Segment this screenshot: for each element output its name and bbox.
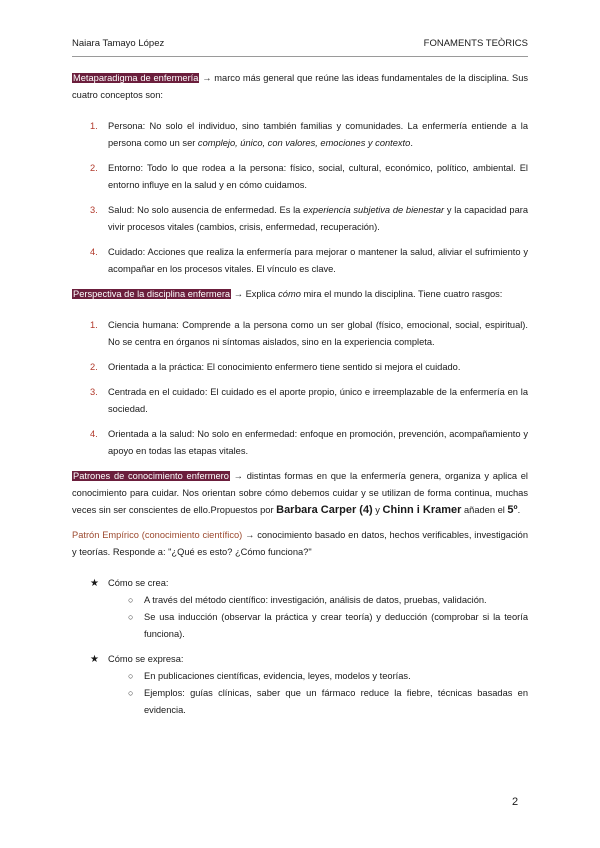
star-icon: ★ [90,578,99,589]
list-item: 2. Orientada a la práctica: El conocimiento enfermero tiene sentido si mejora el cuidado. [72,359,528,376]
empirical-pattern-intro: Patrón Empírico (conocimiento científico) → conocimiento basado en datos, hechos verificables, investigación y teorías. Responde a: "¿Qué es esto? ¿Cómo funciona?" [72,530,529,557]
circle-bullet-icon: ○ [128,612,134,622]
item-number: 4. [90,247,98,257]
list-item: 4. Orientada a la salud: No solo en enfermedad: enfoque en promoción, prevención, acompañamiento y apoyo en todas las etapas vitales. [72,426,528,460]
fifth-pattern: 5º [507,504,518,516]
group-label: Cómo se crea: [108,578,169,588]
list-item: ○ Se usa inducción (observar la práctica y crear teoría) y deducción (comprobar si la teoría funciona). [72,609,528,643]
author-chinn-kramer: Chinn i Kramer [382,504,462,516]
circle-bullet-icon: ○ [128,595,134,605]
header-rule [72,56,528,57]
author-name: Naiara Tamayo López [72,38,165,49]
circle-bullet-icon: ○ [128,671,134,681]
page-header [72,38,528,54]
author-carper: Barbara Carper (4) [276,504,373,516]
item-number: 1. [90,320,98,330]
item-number: 3. [90,387,98,397]
list-item: 3. Centrada en el cuidado: El cuidado es el aporte propio, único e irreemplazable de la enfermería en la sociedad. [72,384,528,418]
item-number: 3. [90,205,98,215]
perspective-intro: Perspectiva de la disciplina enfermera → Explica cómo mira el mundo la disciplina. Tiene cuatro rasgos: [73,289,503,299]
section-title: FONAMENTS TEÒRICS [423,38,528,49]
how-expressed-list [72,668,528,719]
metaparadigm-intro: Metaparadigma de enfermería → marco más general que reúne las ideas fundamentales de la disciplina. Sus cuatro conceptos son: [72,73,529,100]
patterns-term: Patrones de conocimiento enfermero [73,471,229,481]
empirical-pattern-title: Patrón Empírico (conocimiento científico) [72,530,243,540]
page-number: 2 [512,796,519,808]
how-created-list [72,592,528,643]
perspective-term: Perspectiva de la disciplina enfermera [73,289,231,299]
list-item: 2. Entorno: Todo lo que rodea a la persona: físico, social, cultural, económico, político, ambiental. El entorno influye en la salud y en cómo cuidamos. [72,160,528,194]
list-item: ○ A través del método científico: investigación, análisis de datos, pruebas, validación. [72,592,528,609]
metaparadigm-list [72,118,528,278]
list-item: ○ Ejemplos: guías clínicas, saber que un fármaco reduce la fiebre, técnicas basadas en evidencia. [72,685,528,719]
circle-bullet-icon: ○ [128,688,134,698]
list-item: 3. Salud: No solo ausencia de enfermedad. Es la experiencia subjetiva de bienestar y la capacidad para vivir procesos vitales (cambios, crisis, enfermedad, recuperación). [72,202,528,236]
perspective-list [72,317,528,460]
patterns-intro: Patrones de conocimiento enfermero → distintas formas en que la enfermería genera, organiza y aplica el conocimiento para cuidar. Nos orientan sobre cómo debemos cuidar y se utilizan de forma continua, muchas veces sin ser conscientes de ello.Propuestos por Barbara Carper (4) y Chinn i Kramer añaden el 5º. [72,471,528,516]
item-number: 4. [90,429,98,439]
list-item: 1. Persona: No solo el individuo, sino también familias y comunidades. La enfermería entiende a la persona como un ser complejo, único, con valores, emociones y contexto. [72,118,528,152]
list-item: ○ En publicaciones científicas, evidencia, leyes, modelos y teorías. [72,668,528,685]
star-icon: ★ [90,654,99,665]
list-item: 4. Cuidado: Acciones que realiza la enfermería para mejorar o mantener la salud, aliviar el sufrimiento y acompañar en los procesos vitales. El vínculo es clave. [72,244,528,278]
document-body [72,70,528,719]
how-expressed-group [72,651,528,668]
list-item: 1. Ciencia humana: Comprende a la persona como un ser global (físico, emocional, social, espiritual). No se centra en órganos ni síntomas aislados, sino en la experiencia completa. [72,317,528,351]
item-number: 2. [90,362,98,372]
item-number: 2. [90,163,98,173]
item-number: 1. [90,121,98,131]
metaparadigm-term: Metaparadigma de enfermería [73,73,199,83]
group-label: Cómo se expresa: [108,654,184,664]
how-created-group [72,575,528,592]
